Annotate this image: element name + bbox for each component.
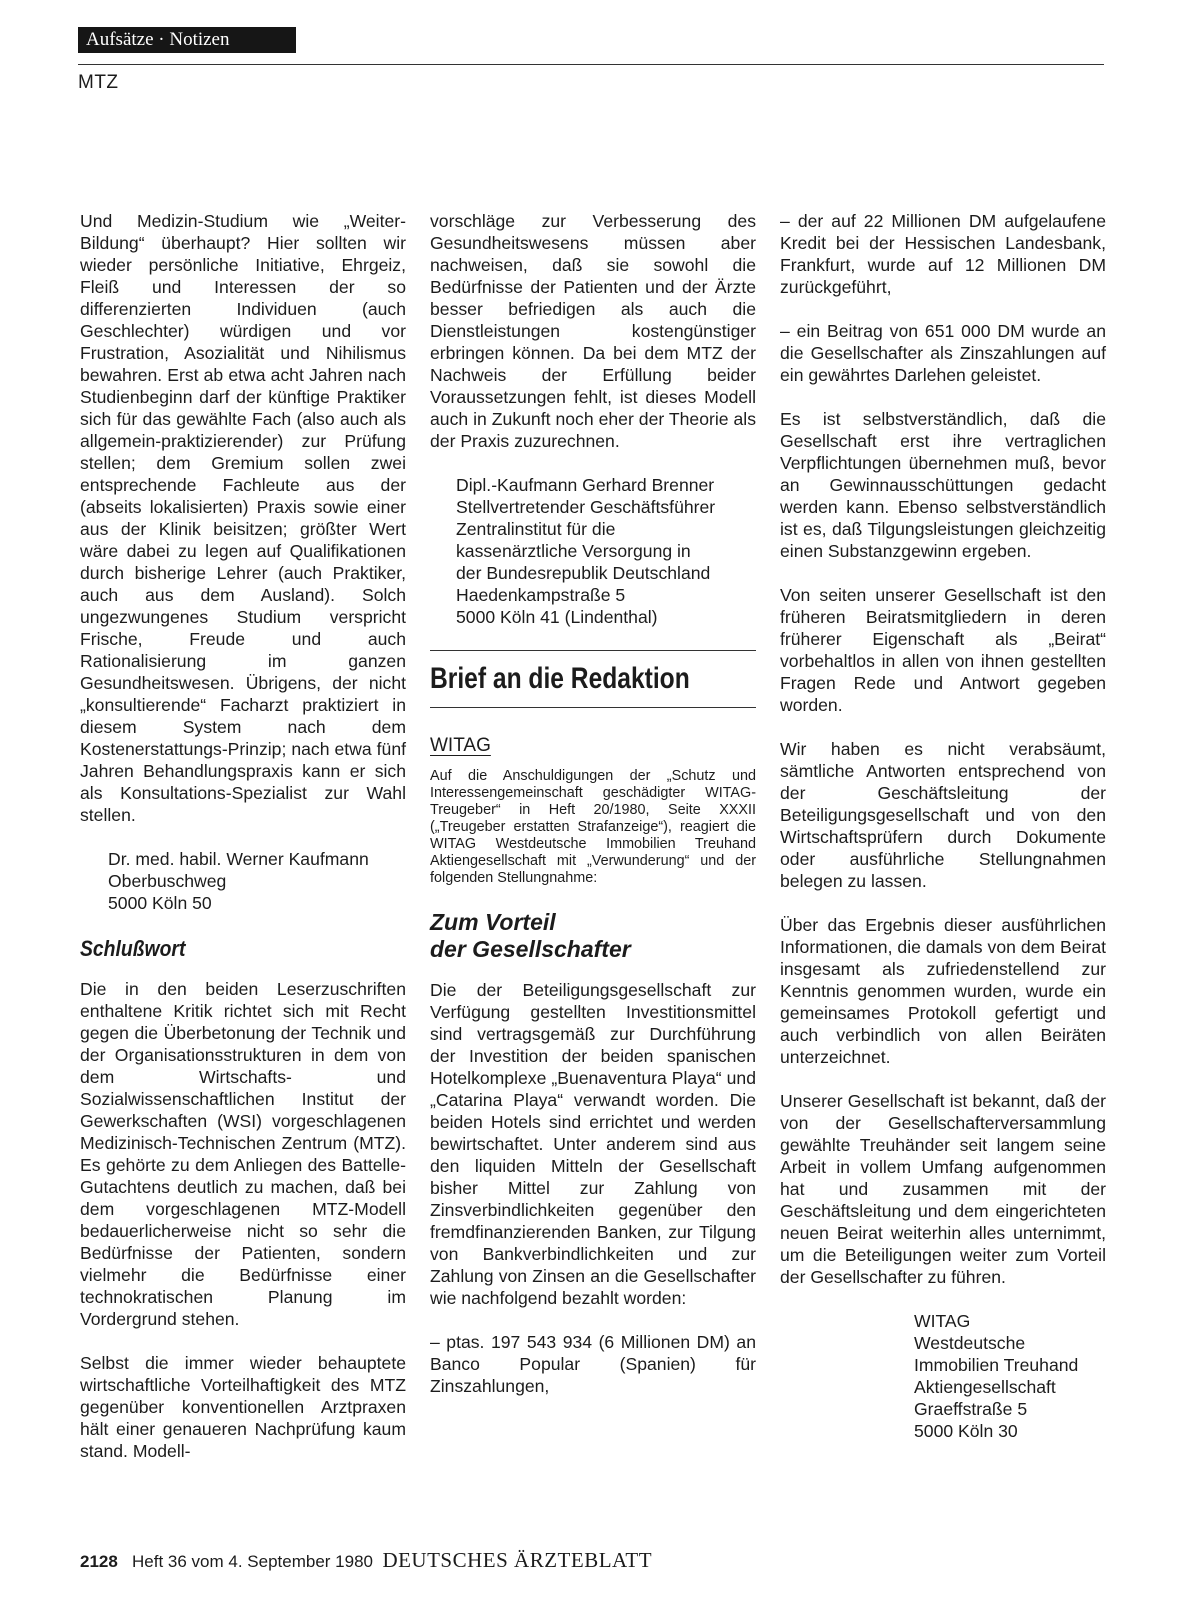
witag-signature	[780, 1310, 1106, 1442]
reply-paragraph: vorschläge zur Verbesserung des Gesundheitswesens müssen aber nachweisen, daß sie sowohl die Bedürfnisse der Patienten und der Ärzte besser befriedigen als auch die Dienstleistungen kostengünstiger erbringen können. Da bei dem MTZ der Nachweis der Erfüllung beider Voraussetzungen fehlt, ist dieses Modell auch in Zukunft noch eher der Theorie als der Praxis zuzurechnen.	[430, 211, 756, 451]
signature-line: 5000 Köln 50	[108, 893, 212, 913]
column-1	[80, 210, 406, 1484]
section-title	[430, 650, 756, 708]
statement-paragraph: – ein Beitrag von 651 000 DM wurde an die Gesellschafter als Zinszahlungen auf ein gewährtes Darlehen geleistet.	[780, 321, 1106, 385]
section-title-text: Brief an die Redaktion	[430, 662, 690, 695]
signature-line: Graeffstraße 5	[914, 1399, 1028, 1419]
statement-paragraph: Unserer Gesellschaft ist bekannt, daß der von der Gesellschafterversammlung gewählte Treuhänder seit langem seine Arbeit in vollem Umfang aufgenommen hat und zusammen mit der Geschäftsleitung und dem eingerichteten neuen Beirat weiterhin alles unternimmt, um die Beteiligungen weiter zum Vorteil der Gesellschafter zu führen.	[780, 1091, 1106, 1287]
reply-signature	[430, 474, 756, 628]
witag-heading: WITAG	[430, 735, 491, 756]
signature-line: 5000 Köln 30	[914, 1421, 1018, 1441]
signature-line: Oberbuschweg	[108, 871, 227, 891]
reply-paragraph: Die in den beiden Leserzuschriften enthaltene Kritik richtet sich mit Recht gegen die Überbetonung der Technik und der Organisationsstrukturen in dem von dem Wirtschafts- und Sozialwissenschaftlichen Institut der Gewerkschaften (WSI) vorgeschlagenen Medizinisch-Technischen Zentrum (MTZ). Es gehörte zu dem Anliegen des Battelle-Gutachtens deutlich zu machen, daß bei dem vorgeschlagenen MTZ-Modell bedauerlicherweise nicht so sehr die Bedürfnisse der Patienten, sondern vielmehr die Bedürfnisse einer technokratischen Planung im Vordergrund stehen.	[80, 979, 406, 1329]
signature-line: Dr. med. habil. Werner Kaufmann	[108, 849, 369, 869]
reply-paragraph: Selbst die immer wieder behauptete wirtschaftliche Vorteilhaftigkeit des MTZ gegenüber konventionellen Arztpraxen hält einer genaueren Nachprüfung kaum stand. Modell-	[80, 1353, 406, 1461]
topic-label: MTZ	[78, 72, 119, 93]
signature-line: 5000 Köln 41 (Lindenthal)	[456, 607, 658, 627]
column-3	[780, 210, 1106, 1464]
statement-paragraph: – der auf 22 Millionen DM aufgelaufene Kredit bei der Hessischen Landesbank, Frankfurt, wurde auf 12 Millionen DM zurückgeführt,	[780, 211, 1106, 297]
statement-paragraph: – ptas. 197 543 934 (6 Millionen DM) an Banco Popular (Spanien) für Zinszahlungen,	[430, 1332, 756, 1396]
signature-line: Immobilien Treuhand	[914, 1355, 1079, 1375]
letter-signature	[80, 848, 406, 914]
statement-paragraph: Über das Ergebnis dieser ausführlichen Informationen, die damals von dem Beirat insgesamt als zufriedenstellend zur Kenntnis genommen wurden, wurde ein gemeinsames Protokoll gefertigt und auch verbindlich von allen Beiräten unterzeichnet.	[780, 915, 1106, 1067]
statement-paragraph: Es ist selbstverständlich, daß die Gesellschaft erst ihre vertraglichen Verpflichtungen übernehmen muß, bevor an Gewinnausschüttungen gedacht werden kann. Ebenso selbstverständlich ist es, daß Tilgungsleistungen gleichzeitig einen Substanzgewinn ergeben.	[780, 409, 1106, 561]
signature-line: Dipl.-Kaufmann Gerhard Brenner	[456, 475, 715, 495]
signature-line: kassenärztliche Versorgung in	[456, 541, 691, 561]
issue-info: Heft 36 vom 4. September 1980	[132, 1552, 373, 1571]
statement-paragraph: Die der Beteiligungsgesellschaft zur Verfügung gestellten Investitionsmittel sind vertragsgemäß zur Durchführung der Investition der beiden spanischen Hotelkomplexe „Buenaventura Playa“ und „Catarina Playa“ verwandt worden. Die beiden Hotels sind errichtet und werden bewirtschaftet. Unter anderem sind aus den liquiden Mitteln der Gesellschaft bisher Mittel zur Zahlung von Zinsverbindlichkeiten gegenüber den fremdfinanzierenden Banken, zur Tilgung von Bankverbindlichkeiten und zur Zahlung von Zinsen an die Gesellschafter wie nachfolgend bezahlt worden:	[430, 980, 756, 1308]
statement-paragraph: Wir haben es nicht verabsäumt, sämtliche Antworten entsprechend von der Geschäftsleitung der Beteiligungsgesellschaft und von den Wirtschaftsprüfern durch Dokumente oder ausführliche Stellungnahmen belegen zu lassen.	[780, 739, 1106, 891]
subheading-line: der Gesellschafter	[430, 936, 631, 962]
page-footer	[80, 1548, 652, 1573]
page-number: 2128	[80, 1552, 118, 1571]
signature-line: Westdeutsche	[914, 1333, 1026, 1353]
subheading-line: Zum Vorteil	[430, 909, 556, 935]
subheading	[430, 909, 756, 963]
letter-paragraph: Und Medizin-Studium wie „Weiter-Bildung“ überhaupt? Hier sollten wir wieder persönliche Initiative, Ehrgeiz, Fleiß und Interessen der so differenzierten Individuen (auch Geschlechter) würdigen und vor Frustration, Asozialität und Nihilismus bewahren. Erst ab etwa acht Jahren nach Studienbeginn darf der künftige Praktiker sich für das gewählte Fach (also auch als allgemein-praktizierender) zur Prüfung stellen; dem Gremium sollen zwei entsprechende Fachleute aus der (abseits lokalisierten) Praxis sowie einer aus der Klinik beisitzen; größter Wert wäre dabei zu legen auf Qualifikationen durch bisherige Lehrer (auch Praktiker, auch aus dem Ausland). Solch ungezwungenes Studium verspricht Frische, Freude und auch Rationalisierung im ganzen Gesundheitswesen. Übrigens, der nicht „konsultierende“ Facharzt praktiziert in diesem System nach dem Kostenerstattungs-Prinzip; nach etwa fünf Jahren Behandlungspraxis kann er sich als Konsultations-Spezialist zur Wahl stellen.	[80, 211, 406, 825]
section-header: Aufsätze · Notizen	[78, 27, 296, 53]
signature-line: Haedenkampstraße 5	[456, 585, 626, 605]
intro-paragraph: Auf die Anschuldigungen der „Schutz und Interessengemeinschaft geschädigter WITAG-Treugeber“ in Heft 20/1980, Seite XXXII („Treugeber erstatten Strafanzeige“), reagiert die WITAG Westdeutsche Immobilien Treuhand Aktiengesellschaft mit „Verwunderung“ und der folgenden Stellungnahme:	[430, 768, 756, 886]
signature-line: Stellvertretender Geschäftsführer	[456, 497, 716, 517]
heading-schlusswort: Schlußwort	[80, 936, 186, 961]
journal-name: DEUTSCHES ÄRZTEBLATT	[382, 1548, 653, 1572]
statement-paragraph: Von seiten unserer Gesellschaft ist den früheren Beiratsmitgliedern in deren früherer Eigenschaft als „Beirat“ vorbehaltlos in allen von ihnen gestellten Fragen Rede und Antwort gegeben worden.	[780, 585, 1106, 715]
signature-line: WITAG	[914, 1311, 971, 1331]
signature-line: der Bundesrepublik Deutschland	[456, 563, 711, 583]
signature-line: Zentralinstitut für die	[456, 519, 616, 539]
signature-line: Aktiengesellschaft	[914, 1377, 1056, 1397]
header-rule	[78, 64, 1104, 65]
column-2	[430, 210, 756, 1419]
